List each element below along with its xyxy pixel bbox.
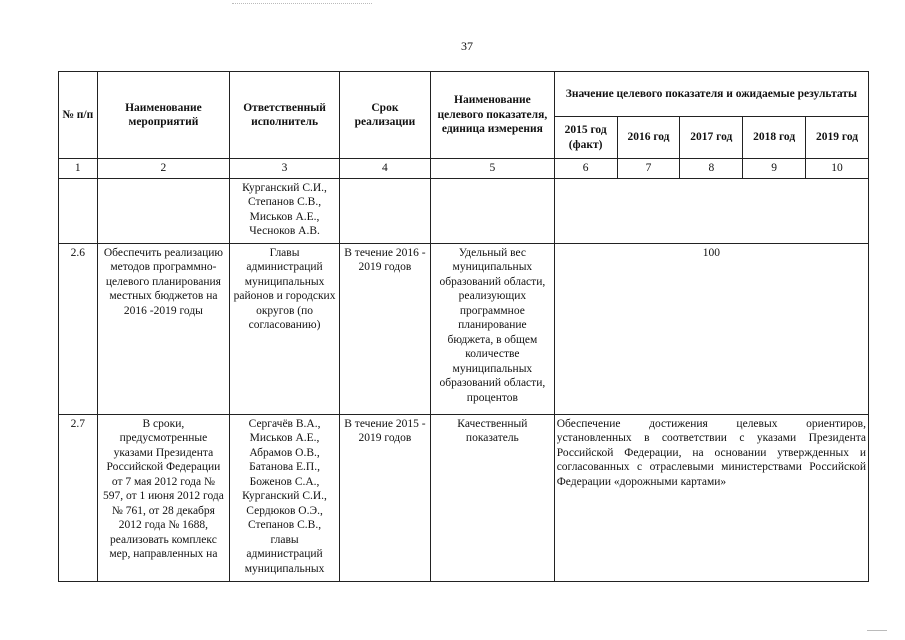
column-number: 2 [97, 159, 230, 179]
row-term: В течение 2015 - 2019 годов [339, 414, 430, 581]
row-term: В течение 2016 - 2019 годов [339, 243, 430, 414]
row-values [554, 178, 868, 243]
row-num [59, 178, 98, 243]
table-row [59, 178, 869, 243]
column-number: 5 [431, 159, 555, 179]
row-name: Обеспечить реализацию методов программно-целевого планирования местных бюджетов на 2016 -2019 годы [97, 243, 230, 414]
row-num: 2.6 [59, 243, 98, 414]
header-row [59, 72, 869, 117]
measures-table [58, 71, 869, 582]
column-number: 6 [554, 159, 617, 179]
column-number: 3 [230, 159, 339, 179]
table-row [59, 414, 869, 581]
column-number-row [59, 159, 869, 179]
row-indicator: Качественный показатель [431, 414, 555, 581]
row-responsible: Главы администраций муниципальных районов и городских округов (по согласованию) [230, 243, 339, 414]
column-number: 10 [806, 159, 869, 179]
header-year: 2018 год [743, 117, 806, 159]
column-number: 1 [59, 159, 98, 179]
header-name: Наименование мероприятий [97, 72, 230, 159]
scan-bottom-mark [867, 630, 887, 633]
column-number: 4 [339, 159, 430, 179]
column-number: 8 [680, 159, 743, 179]
header-year: 2016 год [617, 117, 680, 159]
column-number: 9 [743, 159, 806, 179]
row-name [97, 178, 230, 243]
header-year: 2017 год [680, 117, 743, 159]
row-indicator: Удельный вес муниципальных образований области, реализующих программное планирование бюджета, в общем количестве муниципальных образований области, процентов [431, 243, 555, 414]
header-values-group: Значение целевого показателя и ожидаемые результаты [554, 72, 868, 117]
page-number: 37 [461, 39, 473, 53]
row-responsible: Сергачёв В.А., Миськов А.Е., Абрамов О.В., Батанова Е.П., Боженов С.А., Курганский С.И., Сердюков О.Э., Степанов С.В., главы администраций муниципальных [230, 414, 339, 581]
header-year: 2015 год (факт) [554, 117, 617, 159]
column-number: 7 [617, 159, 680, 179]
row-indicator [431, 178, 555, 243]
row-name: В сроки, предусмотренные указами Президента Российской Федерации от 7 мая 2012 года № 597, от 1 июня 2012 года № 761, от 28 декабря 2012 года № 1688, реализовать комплекс мер, направленных на [97, 414, 230, 581]
scan-top-edge [232, 0, 372, 4]
header-responsible: Ответственный исполнитель [230, 72, 339, 159]
row-term [339, 178, 430, 243]
header-term: Срок реализации [339, 72, 430, 159]
header-year: 2019 год [806, 117, 869, 159]
row-values: 100 [554, 243, 868, 414]
row-responsible: Курганский С.И., Степанов С.В., Миськов А.Е., Чесноков А.В. [230, 178, 339, 243]
header-indicator: Наименование целевого показателя, единица измерения [431, 72, 555, 159]
row-num: 2.7 [59, 414, 98, 581]
header-num: № п/п [59, 72, 98, 159]
table-row [59, 243, 869, 414]
row-values: Обеспечение достижения целевых ориентиров, установленных в соответствии с указами Президента Российской Федерации, на основании утвержденных и согласованных с отраслевыми министерствами Российской Федерации «дорожными картами» [554, 414, 868, 581]
